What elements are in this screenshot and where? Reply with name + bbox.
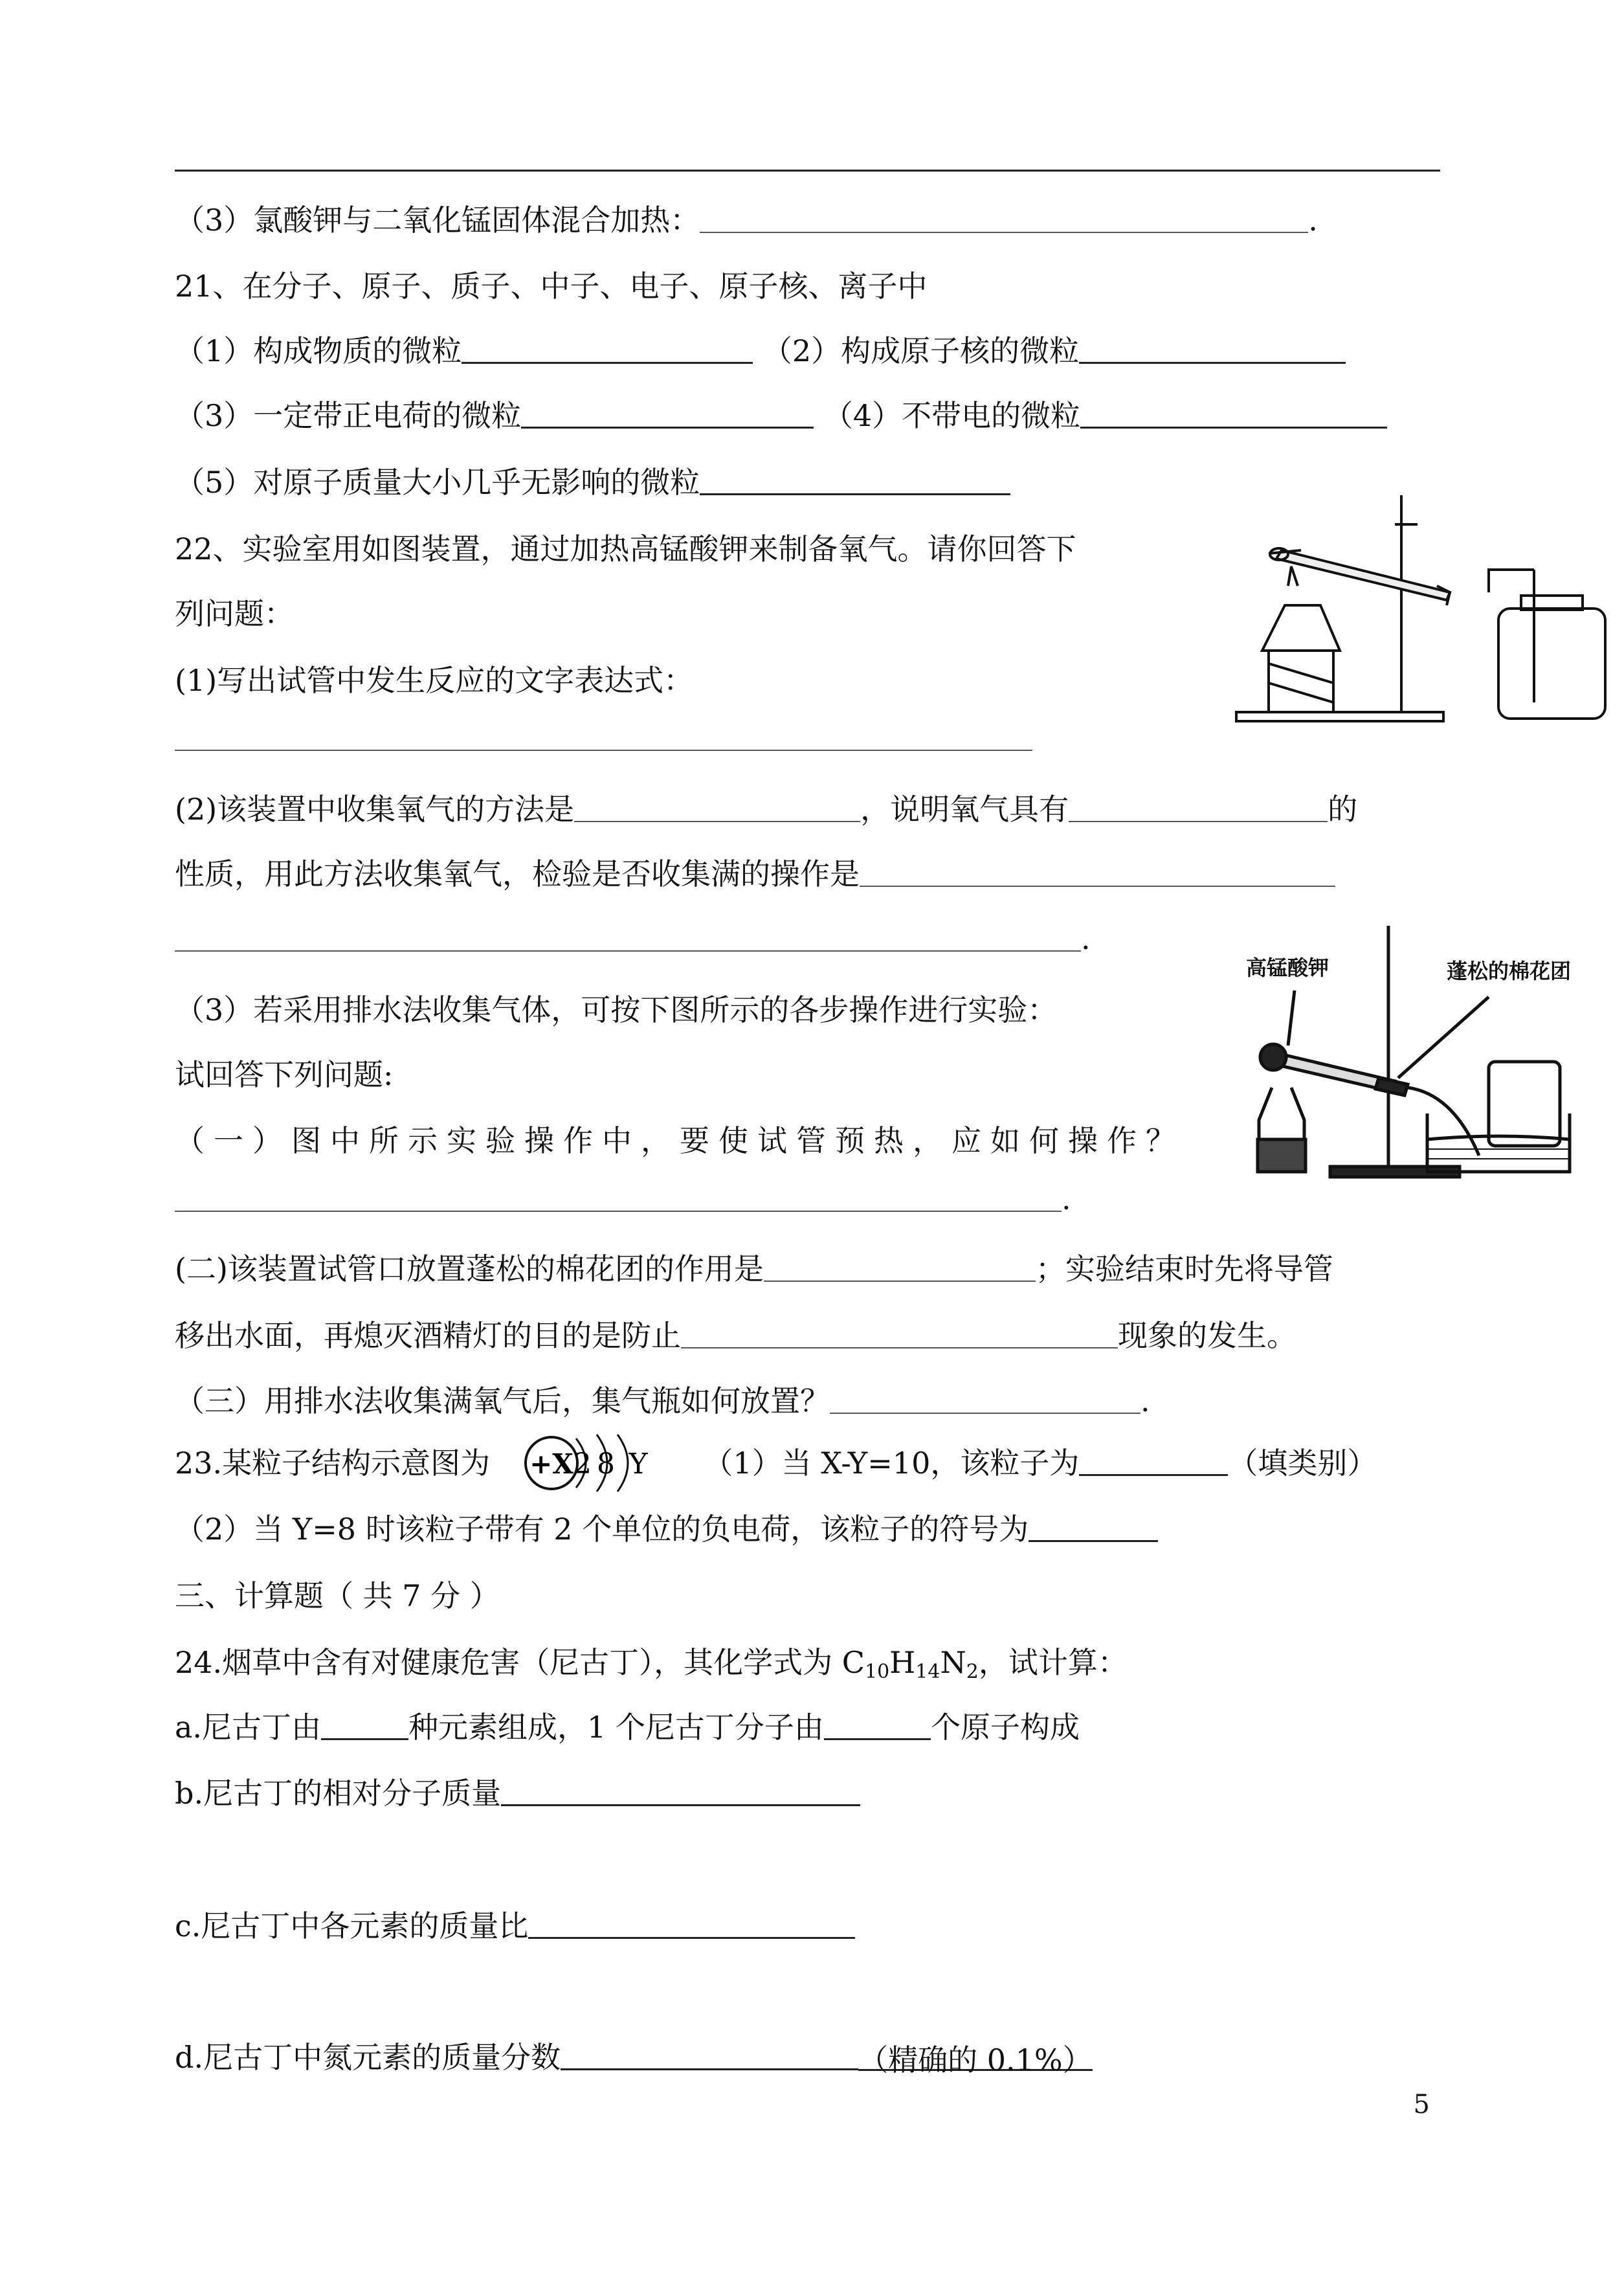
question-22-1: (1)写出试管中发生反应的文字表达式：	[175, 663, 694, 698]
question-21-row2: （3）一定带正电荷的微粒 （4）不带电的微粒	[175, 396, 1387, 435]
question-24-a: a.尼古丁由 种元素组成，1 个尼古丁分子由 个原子构成	[175, 1710, 1080, 1745]
question-22-ii-cont: 移出水面，再熄灭酒精灯的目的是防止 现象的发生。	[175, 1318, 1296, 1353]
question-22-i-blank: .	[175, 1180, 1071, 1218]
question-22-iii: （三）用排水法收集满氧气后，集气瓶如何放置？ .	[175, 1383, 1150, 1418]
question-23-2: （2）当 Y=8 时该粒子带有 2 个单位的负电荷，该粒子的符号为	[175, 1510, 1158, 1549]
question-22-2: (2)该装置中收集氧气的方法是 ，说明氧气具有 的	[175, 792, 1358, 827]
section-3-title: 三、计算题（ 共 7 分 ）	[175, 1578, 500, 1613]
answer-blank[interactable]	[1079, 333, 1346, 364]
answer-blank[interactable]	[175, 1182, 1062, 1212]
answer-blank[interactable]	[860, 857, 1335, 887]
line-q20-3: （3）氯酸钾与二氧化锰固体混合加热： .	[175, 203, 1318, 238]
answer-blank[interactable]	[561, 2040, 858, 2070]
answer-blank[interactable]	[321, 1710, 408, 1740]
question-24-b: b.尼古丁的相对分子质量	[175, 1774, 860, 1813]
answer-blank[interactable]	[521, 398, 814, 429]
answer-blank[interactable]	[528, 1908, 855, 1939]
answer-blank[interactable]	[681, 1319, 1118, 1348]
page-number: 5	[1413, 2090, 1430, 2120]
question-24-c: c.尼古丁中各元素的质量比	[175, 1907, 855, 1945]
answer-blank[interactable]	[1079, 1446, 1228, 1476]
question-23: 23.某粒子结构示意图为 +X 2 8 Y （1）当 X-Y=10，该粒子为 （填类别）	[175, 1444, 1377, 1485]
answer-blank[interactable]	[1069, 792, 1328, 822]
question-22-ii: (二)该装置试管口放置蓬松的棉花团的作用是 ；实验结束时先将导管	[175, 1251, 1333, 1286]
question-22: 22、实验室用如图装置，通过加热高锰酸钾来制备氧气。请你回答下	[175, 531, 1076, 566]
question-21-row3: （5）对原子质量大小几乎无影响的微粒	[175, 463, 1010, 502]
question-22-3-cont: 试回答下列问题:	[175, 1057, 394, 1092]
answer-blank[interactable]	[824, 1710, 931, 1740]
answer-blank[interactable]	[501, 1776, 860, 1806]
question-22-i: （一）图中所示实验操作中，要使试管预热，应如何操作？	[175, 1123, 1185, 1158]
apparatus-figure-1	[1230, 489, 1624, 735]
answer-blank[interactable]	[574, 792, 860, 822]
shell-2-count: 8	[596, 1448, 615, 1481]
question-22-cont: 列问题：	[175, 596, 294, 631]
answer-blank[interactable]	[1080, 398, 1387, 429]
answer-blank[interactable]	[1029, 1512, 1158, 1542]
shell-1-count: 2	[573, 1448, 592, 1481]
answer-blank[interactable]	[830, 1384, 1140, 1414]
answer-blank[interactable]	[175, 922, 1081, 952]
answer-blank[interactable]	[700, 203, 1308, 233]
question-24: 24.烟草中含有对健康危害（尼古丁），其化学式为 $C_{10}H_{14}N_2$，试计算：	[175, 1645, 1128, 1683]
question-22-2-cont: 性质，用此方法收集氧气，检验是否收集满的操作是	[175, 855, 1335, 893]
label-potassium-permanganate: 高锰酸钾	[1246, 956, 1329, 980]
answer-blank[interactable]	[175, 721, 1032, 751]
question-21-row1: （1）构成物质的微粒 （2）构成原子核的微粒	[175, 331, 1346, 370]
question-22-3: （3）若采用排水法收集气体，可按下图所示的各步操作进行实验：	[175, 992, 1058, 1027]
answer-blank[interactable]	[764, 1252, 1036, 1282]
atom-structure-diagram	[500, 1446, 694, 1485]
nucleus-label: +X	[529, 1448, 573, 1480]
shell-3-count: Y	[628, 1448, 648, 1481]
answer-blank[interactable]	[700, 465, 1010, 495]
header-rule	[175, 170, 1440, 172]
question-22-2-blank: .	[175, 919, 1091, 958]
apparatus-figure-2	[1233, 926, 1624, 1185]
question-24-d: d.尼古丁中氮元素的质量分数 （精确的 0.1%）	[175, 2040, 1093, 2077]
answer-blank[interactable]	[462, 333, 753, 364]
question-21: 21、在分子、原子、质子、中子、电子、原子核、离子中	[175, 269, 928, 304]
question-22-1-blank	[175, 719, 1032, 757]
label-cotton-wool: 蓬松的棉花团	[1447, 959, 1572, 983]
